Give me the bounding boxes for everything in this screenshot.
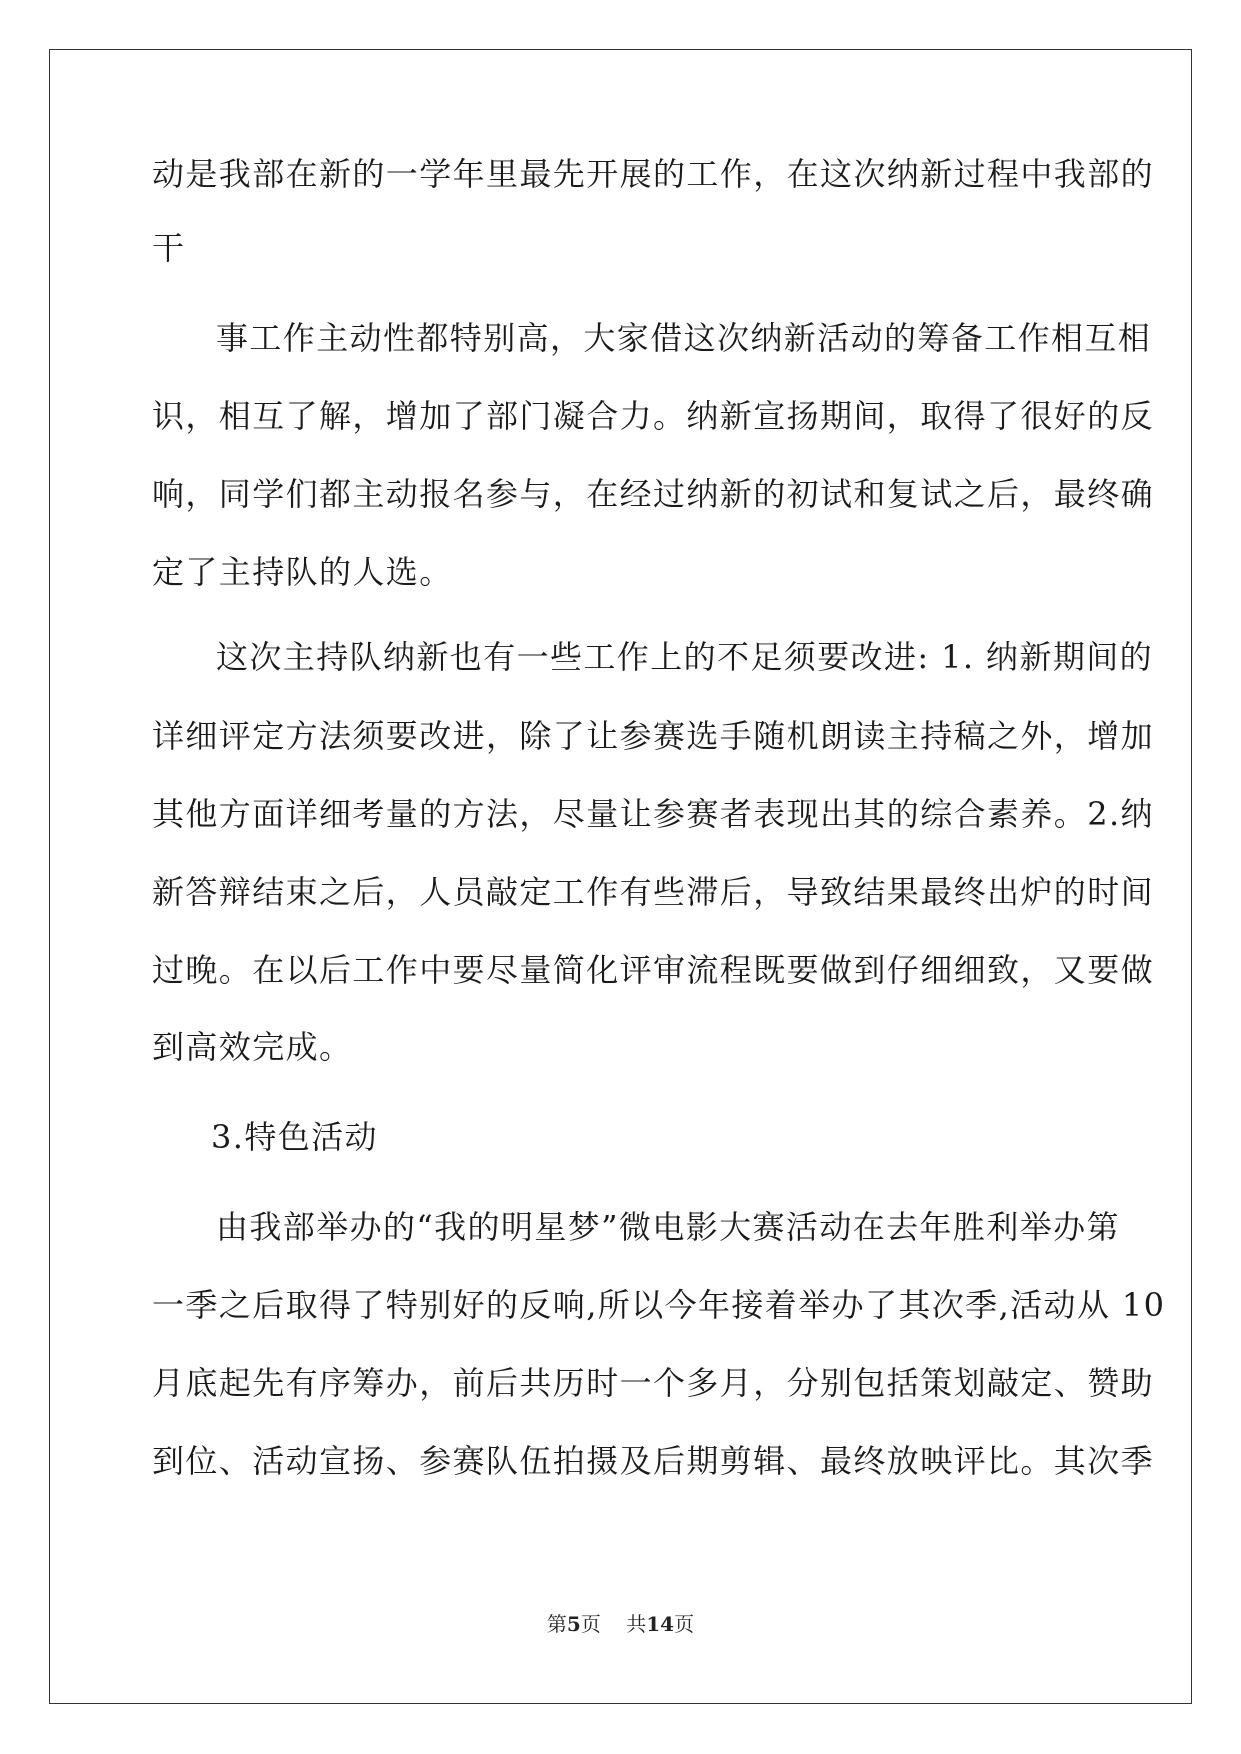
text-line: 过晚。在以后工作中要尽量简化评审流程既要做到仔细细致，又要做 bbox=[152, 951, 1155, 989]
text-line: 定了主持队的人选。 bbox=[152, 553, 453, 591]
text-line: 其他方面详细考量的方法，尽量让参赛者表现出其的综合素养。2.纳 bbox=[152, 795, 1154, 833]
text-line: 新答辩结束之后，人员敲定工作有些滞后，导致结果最终出炉的时间 bbox=[152, 873, 1155, 911]
section-heading: 3.特色活动 bbox=[211, 1118, 378, 1156]
text-line: 到高效完成。 bbox=[152, 1028, 353, 1066]
text-line: 动是我部在新的一学年里最先开展的工作，在这次纳新过程中我部的 bbox=[152, 155, 1155, 193]
text-line: 由我部举办的“我的明星梦”微电影大赛活动在去年胜利举办第 bbox=[216, 1208, 1120, 1246]
text-line: 详细评定方法须要改进，除了让参赛选手随机朗读主持稿之外，增加 bbox=[152, 717, 1155, 755]
page-suffix: 页 bbox=[580, 1612, 601, 1636]
total-suffix: 页 bbox=[674, 1612, 695, 1636]
text-line: 识，相互了解，增加了部门凝合力。纳新宣扬期间，取得了很好的反 bbox=[152, 397, 1155, 435]
page-footer bbox=[0, 1612, 1241, 1636]
text-line: 干 bbox=[152, 229, 186, 267]
page-prefix: 第 bbox=[546, 1612, 567, 1636]
text-line: 一季之后取得了特别好的反响,所以今年接着举办了其次季,活动从 10 bbox=[152, 1286, 1166, 1324]
total-pages: 14 bbox=[646, 1612, 675, 1636]
total-prefix: 共 bbox=[626, 1612, 647, 1636]
page-number: 5 bbox=[566, 1612, 581, 1636]
text-line: 事工作主动性都特别高，大家借这次纳新活动的筹备工作相互相 bbox=[216, 319, 1152, 357]
text-line: 月底起先有序筹办，前后共历时一个多月，分别包括策划敲定、赞助 bbox=[152, 1364, 1155, 1402]
text-line: 到位、活动宣扬、参赛队伍拍摄及后期剪辑、最终放映评比。其次季 bbox=[152, 1442, 1155, 1480]
text-line: 这次主持队纳新也有一些工作上的不足须要改进: 1. 纳新期间的 bbox=[216, 638, 1154, 676]
text-line: 响，同学们都主动报名参与，在经过纳新的初试和复试之后，最终确 bbox=[152, 475, 1155, 513]
